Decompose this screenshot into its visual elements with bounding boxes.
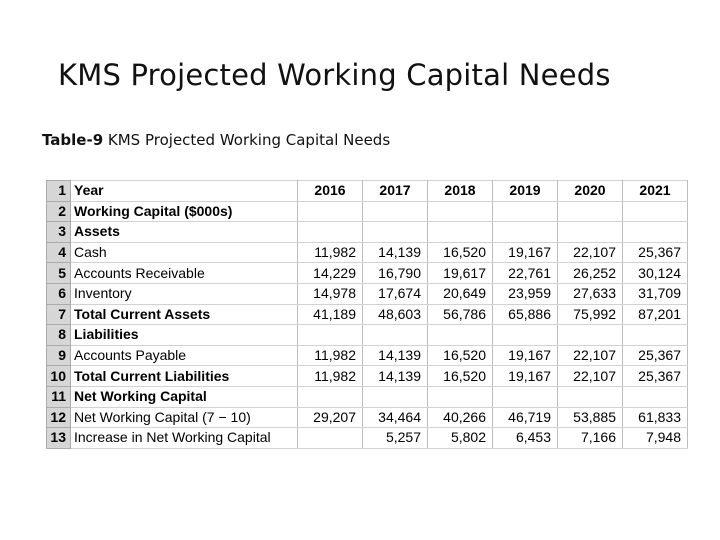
value-cell: 22,107 [558, 345, 623, 366]
value-cell [428, 386, 493, 407]
row-label: Working Capital ($000s) [71, 201, 298, 222]
value-cell [363, 386, 428, 407]
value-cell [493, 201, 558, 222]
value-cell: 53,885 [558, 407, 623, 428]
table-row [47, 283, 688, 304]
value-cell [493, 325, 558, 346]
value-cell: 16,520 [428, 242, 493, 263]
year-header-cell: 2016 [298, 181, 363, 202]
table-row [47, 345, 688, 366]
table-caption-label: Table-9 [42, 131, 104, 149]
value-cell [298, 201, 363, 222]
value-cell [363, 201, 428, 222]
table-header-row [47, 181, 688, 202]
row-number: 12 [47, 407, 71, 428]
value-cell: 22,107 [558, 366, 623, 387]
value-cell: 29,207 [298, 407, 363, 428]
row-number: 6 [47, 283, 71, 304]
value-cell: 27,633 [558, 283, 623, 304]
value-cell: 34,464 [363, 407, 428, 428]
row-label: Year [71, 181, 298, 202]
table-row [47, 201, 688, 222]
table-row [47, 222, 688, 243]
value-cell: 14,229 [298, 263, 363, 284]
table-row [47, 263, 688, 284]
value-cell: 5,802 [428, 428, 493, 449]
value-cell: 25,367 [623, 242, 688, 263]
value-cell: 16,790 [363, 263, 428, 284]
table-row [47, 304, 688, 325]
value-cell: 19,167 [493, 242, 558, 263]
value-cell [558, 325, 623, 346]
table-row [47, 325, 688, 346]
value-cell [623, 222, 688, 243]
value-cell [298, 222, 363, 243]
year-header-cell: 2020 [558, 181, 623, 202]
row-number: 7 [47, 304, 71, 325]
row-label: Inventory [71, 283, 298, 304]
row-number: 13 [47, 428, 71, 449]
value-cell: 61,833 [623, 407, 688, 428]
value-cell: 14,139 [363, 345, 428, 366]
value-cell [428, 201, 493, 222]
row-number: 11 [47, 386, 71, 407]
value-cell: 25,367 [623, 345, 688, 366]
value-cell: 25,367 [623, 366, 688, 387]
table-caption-text: KMS Projected Working Capital Needs [103, 131, 391, 149]
value-cell: 19,167 [493, 366, 558, 387]
table-row [47, 366, 688, 387]
value-cell: 16,520 [428, 366, 493, 387]
row-label: Accounts Payable [71, 345, 298, 366]
value-cell: 11,982 [298, 366, 363, 387]
row-label: Increase in Net Working Capital [71, 428, 298, 449]
year-header-cell: 2019 [493, 181, 558, 202]
slide-title: KMS Projected Working Capital Needs [58, 58, 611, 92]
row-label: Total Current Liabilities [71, 366, 298, 387]
table-row [47, 242, 688, 263]
value-cell: 14,139 [363, 242, 428, 263]
year-header-cell: 2018 [428, 181, 493, 202]
value-cell [298, 325, 363, 346]
value-cell: 30,124 [623, 263, 688, 284]
value-cell [623, 201, 688, 222]
value-cell: 11,982 [298, 345, 363, 366]
year-header-cell: 2021 [623, 181, 688, 202]
value-cell: 41,189 [298, 304, 363, 325]
row-label: Net Working Capital [71, 386, 298, 407]
row-number: 5 [47, 263, 71, 284]
row-number: 10 [47, 366, 71, 387]
row-number: 3 [47, 222, 71, 243]
table-row [47, 386, 688, 407]
value-cell: 6,453 [493, 428, 558, 449]
row-number: 9 [47, 345, 71, 366]
value-cell: 7,948 [623, 428, 688, 449]
row-label: Net Working Capital (7 − 10) [71, 407, 298, 428]
value-cell: 7,166 [558, 428, 623, 449]
working-capital-table [46, 180, 688, 449]
value-cell: 14,139 [363, 366, 428, 387]
value-cell [558, 386, 623, 407]
value-cell: 46,719 [493, 407, 558, 428]
value-cell: 26,252 [558, 263, 623, 284]
value-cell [623, 386, 688, 407]
row-label: Assets [71, 222, 298, 243]
value-cell: 40,266 [428, 407, 493, 428]
value-cell: 19,167 [493, 345, 558, 366]
value-cell [363, 325, 428, 346]
value-cell: 65,886 [493, 304, 558, 325]
table-body [47, 181, 688, 449]
value-cell [428, 325, 493, 346]
working-capital-table-container [46, 180, 688, 449]
row-number: 8 [47, 325, 71, 346]
row-label: Total Current Assets [71, 304, 298, 325]
value-cell: 22,761 [493, 263, 558, 284]
value-cell [623, 325, 688, 346]
value-cell [558, 222, 623, 243]
value-cell: 56,786 [428, 304, 493, 325]
value-cell: 16,520 [428, 345, 493, 366]
row-label: Accounts Receivable [71, 263, 298, 284]
value-cell: 17,674 [363, 283, 428, 304]
value-cell [428, 222, 493, 243]
table-caption [42, 131, 390, 149]
year-header-cell: 2017 [363, 181, 428, 202]
value-cell: 75,992 [558, 304, 623, 325]
row-number: 1 [47, 181, 71, 202]
value-cell [493, 222, 558, 243]
row-label: Cash [71, 242, 298, 263]
value-cell: 23,959 [493, 283, 558, 304]
value-cell: 31,709 [623, 283, 688, 304]
value-cell: 48,603 [363, 304, 428, 325]
value-cell: 19,617 [428, 263, 493, 284]
row-label: Liabilities [71, 325, 298, 346]
row-number: 4 [47, 242, 71, 263]
row-number: 2 [47, 201, 71, 222]
value-cell: 20,649 [428, 283, 493, 304]
value-cell: 5,257 [363, 428, 428, 449]
value-cell: 11,982 [298, 242, 363, 263]
value-cell [493, 386, 558, 407]
value-cell [298, 428, 363, 449]
table-row [47, 428, 688, 449]
table-row [47, 407, 688, 428]
value-cell: 87,201 [623, 304, 688, 325]
value-cell [298, 386, 363, 407]
value-cell [363, 222, 428, 243]
value-cell: 22,107 [558, 242, 623, 263]
value-cell [558, 201, 623, 222]
value-cell: 14,978 [298, 283, 363, 304]
